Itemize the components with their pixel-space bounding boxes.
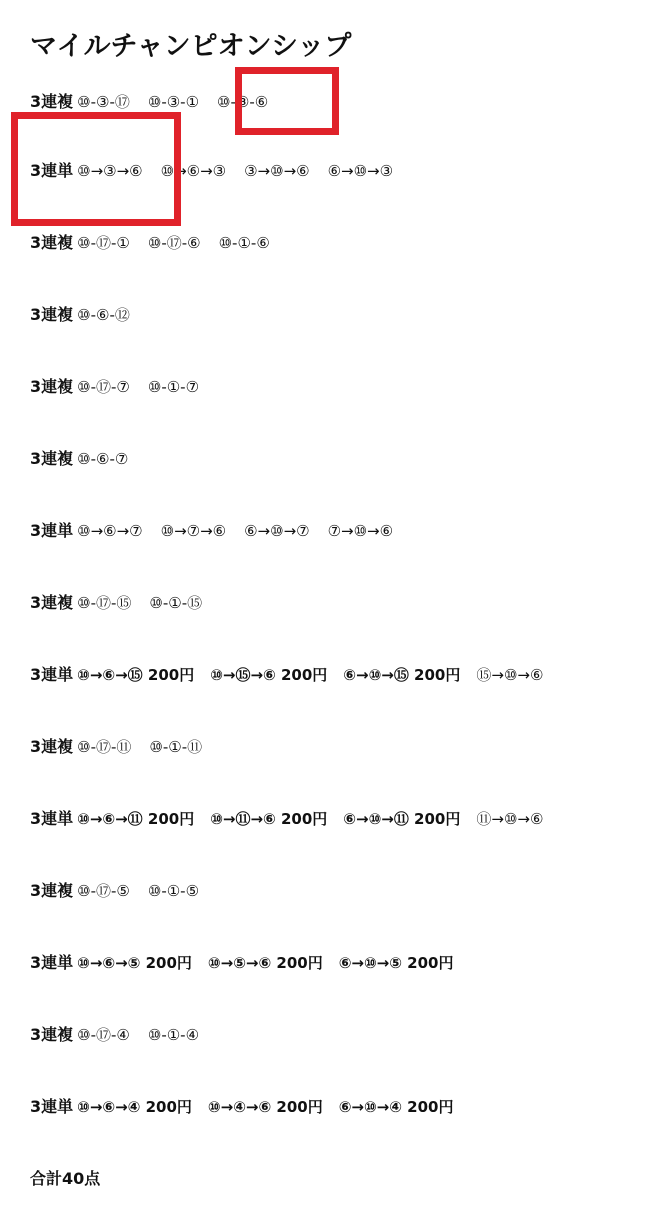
bet-combination: ⑩→⑥→④ 200円 [77, 1098, 192, 1116]
bet-type-label: 3連単 [30, 1097, 74, 1116]
bet-type-label: 3連複 [30, 1025, 74, 1044]
bet-type-label: 3連複 [30, 233, 74, 252]
bet-combination: ⑩-①-⑮ [149, 594, 203, 612]
bet-line [30, 1022, 217, 1048]
bet-line [30, 518, 411, 544]
bet-combination: ⑩→③→⑥ [77, 162, 143, 180]
bet-type-label: 3連複 [30, 305, 74, 324]
bet-type-label: 3連単 [30, 953, 74, 972]
bet-line [30, 374, 217, 400]
bet-combination: ⑮→⑩→⑥ [476, 666, 544, 684]
bet-combination: ⑩-⑰-⑤ [77, 882, 130, 900]
bet-combination: ⑩-①-⑥ [218, 234, 270, 252]
bet-combination: ⑩→⑪→⑥ 200円 [210, 810, 328, 828]
bet-line [30, 590, 220, 616]
bet-type-label: 3連単 [30, 521, 74, 540]
bet-line [30, 950, 469, 976]
bet-type-label: 3連複 [30, 881, 74, 900]
bet-type-label: 3連単 [30, 809, 74, 828]
bet-line [30, 158, 411, 184]
bet-type-label: 3連複 [30, 92, 74, 111]
bet-combination: ⑩→⑥→⑪ 200円 [77, 810, 195, 828]
bet-combination: ⑩→⑥→⑦ [77, 522, 143, 540]
bet-combination: ⑩-⑰-⑥ [147, 234, 201, 252]
bet-combination: ⑪→⑩→⑥ [476, 810, 544, 828]
total-points: 合計40点 [30, 1169, 101, 1188]
bet-combination: ⑩-①-⑦ [147, 378, 200, 396]
bet-combination: ⑩-①-④ [147, 1026, 200, 1044]
bet-line [30, 878, 217, 904]
bet-combination: ⑩-⑰-⑦ [77, 378, 130, 396]
bet-type-label: 3連複 [30, 449, 74, 468]
bet-combination: ⑩-⑥-⑦ [77, 450, 129, 468]
bet-combination: ⑩→④→⑥ 200円 [207, 1098, 323, 1116]
bet-combination: ⑩→⑤→⑥ 200円 [207, 954, 323, 972]
bet-combination: ③→⑩→⑥ [244, 162, 310, 180]
bet-combination: ⑩-①-⑤ [147, 882, 200, 900]
bet-combination: ⑩-①-⑪ [149, 738, 203, 756]
bet-type-label: 3連複 [30, 737, 74, 756]
bet-combination: ⑩→⑥→⑮ 200円 [77, 666, 195, 684]
bet-line [30, 230, 288, 256]
bet-combination: ⑩-⑰-④ [77, 1026, 130, 1044]
bet-combination: ⑩→⑥→③ [160, 162, 227, 180]
bet-line [30, 734, 220, 760]
bet-type-label: 3連複 [30, 377, 74, 396]
bet-combination: ⑥→⑩→⑦ [244, 522, 310, 540]
bet-combination: ⑥→⑩→⑮ 200円 [343, 666, 461, 684]
bet-combination: ⑥→⑩→④ 200円 [338, 1098, 454, 1116]
page-title: マイルチャンピオンシップ [30, 31, 352, 62]
bet-combination: ⑥→⑩→⑤ 200円 [338, 954, 454, 972]
bet-combination: ⑩-⑥-⑫ [77, 306, 130, 324]
bet-combination: ⑩-③-① [147, 93, 200, 111]
bet-combination: ⑩-⑰-⑪ [77, 738, 132, 756]
bet-type-label: 3連複 [30, 593, 74, 612]
bet-combination: ⑩-⑰-① [77, 234, 130, 252]
bet-type-label: 3連単 [30, 161, 74, 180]
bet-type-label: 3連単 [30, 665, 74, 684]
bet-combination: ⑩→⑮→⑥ 200円 [210, 666, 328, 684]
bet-combination: ⑩→⑦→⑥ [160, 522, 227, 540]
bet-line [30, 446, 146, 472]
bet-combination: ⑩→⑥→⑤ 200円 [77, 954, 192, 972]
bet-line [30, 302, 148, 328]
bet-line [30, 806, 561, 832]
bet-combination: ⑩-③-⑥ [217, 93, 269, 111]
bet-line [30, 1094, 469, 1120]
bet-line [30, 662, 561, 688]
bet-combination: ⑥→⑩→③ [327, 162, 394, 180]
bet-combination: ⑥→⑩→⑪ 200円 [343, 810, 461, 828]
bet-combination: ⑩-⑰-⑮ [77, 594, 132, 612]
bet-line [30, 89, 286, 115]
bet-combination: ⑩-③-⑰ [77, 93, 130, 111]
bet-combination: ⑦→⑩→⑥ [327, 522, 394, 540]
